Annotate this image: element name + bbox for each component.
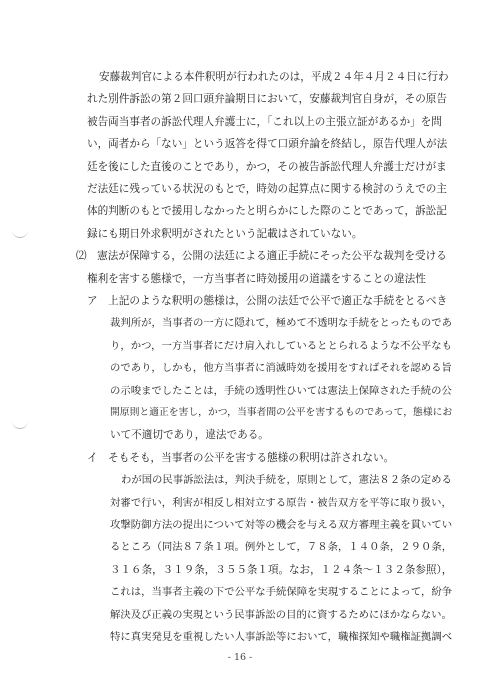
subsection-heading: イ そもそも，当事者の公平を害する態様の釈明は許されない。	[87, 451, 395, 464]
text-line: 特に真実発見を重視したい人事訴訟等において，職権探知や職権証拠調べ	[110, 631, 453, 643]
text-line: るところ（同法８７条１項。例外として，７８条，１４０条，２９０条，	[110, 541, 453, 554]
text-line: の示唆までしたことは，手続の透明性ひいては憲法上保障された手続の公	[110, 384, 452, 397]
text-line: ３１６条，３１９条，３５５条１項。なお，１２４条～１３２条参照），	[110, 563, 453, 576]
text-line: のであり，しかも，他方当事者に消滅時効を援用をすればそれを認める旨	[110, 362, 452, 375]
text-line: 安藤裁判官による本件釈明が行われたのは，平成２４年４月２４日に行わ	[99, 71, 449, 83]
text-line: 権利を害する態様で，一方当事者に時効援用の道議をすることの違法性	[87, 272, 426, 285]
text-line: これは，当事者主義の下で公平な手続保障を実現することによって，紛争	[110, 586, 453, 599]
text-line: り，かつ，一方当事者にだけ肩入れしているととられるような不公平なも	[110, 339, 452, 352]
text-line: 被告両当事者の訴訟代理人弁護士に，「これ以上の主張立証があるか」を問	[87, 115, 442, 128]
text-line: れた別件訴訟の第２回口頭弁論期日において，安藤裁判官自身が，その原告	[87, 93, 447, 106]
text-line: 解決及び正義の実現という民事訴訟の目的に資するためにほかならない。	[110, 608, 452, 621]
text-line: 対審で行い，利害が相反し相対立する原告・被告双方を平等に取り扱い，	[110, 496, 452, 509]
text-line: だ法廷に残っている状況のもとで，時効の起算点に関する検討のうえでの主	[87, 183, 447, 195]
section-heading: ⑵ 憲法が保障する，公開の法廷による適正手続にそった公平な裁判を受ける	[76, 250, 447, 263]
text-line: 録にも期日外求釈明がされたという記載はされていない。	[87, 227, 363, 240]
text-line: 開原則と適正を害し，かつ，当事者間の公平を害するものであって，態様にお	[110, 407, 453, 418]
text-line: 裁判所が，当事者の一方に隠れて，極めて不透明な手続をとったものであ	[110, 317, 452, 330]
punch-hole-mark	[12, 420, 28, 429]
text-line: 攻撃防御方法の提出について対等の機会を与える双方審理主義を貫いてい	[110, 519, 453, 531]
punch-hole-mark	[12, 229, 28, 238]
text-line: 廷を後にした直後のことであり，かつ，その被告訴訟代理人弁護士だけがま	[87, 160, 447, 173]
text-line: い，両者から「ない」という返答を得て口頭弁論を終結し，原告代理人が法	[87, 138, 448, 151]
text-line: いて不適切であり，違法である。	[110, 429, 269, 442]
page-number: - 16 -	[227, 652, 253, 663]
text-line: 体的判断のもとで援用しなかったと明らかにした際のことであって，訴訟記	[87, 205, 447, 218]
subsection-heading: ア 上記のような釈明の態様は，公開の法廷で公平で適正な手続をとるべき	[87, 295, 448, 307]
text-line: わが国の民事訴訟法は，判決手続を，原則として，憲法８２条の定める	[121, 474, 452, 487]
